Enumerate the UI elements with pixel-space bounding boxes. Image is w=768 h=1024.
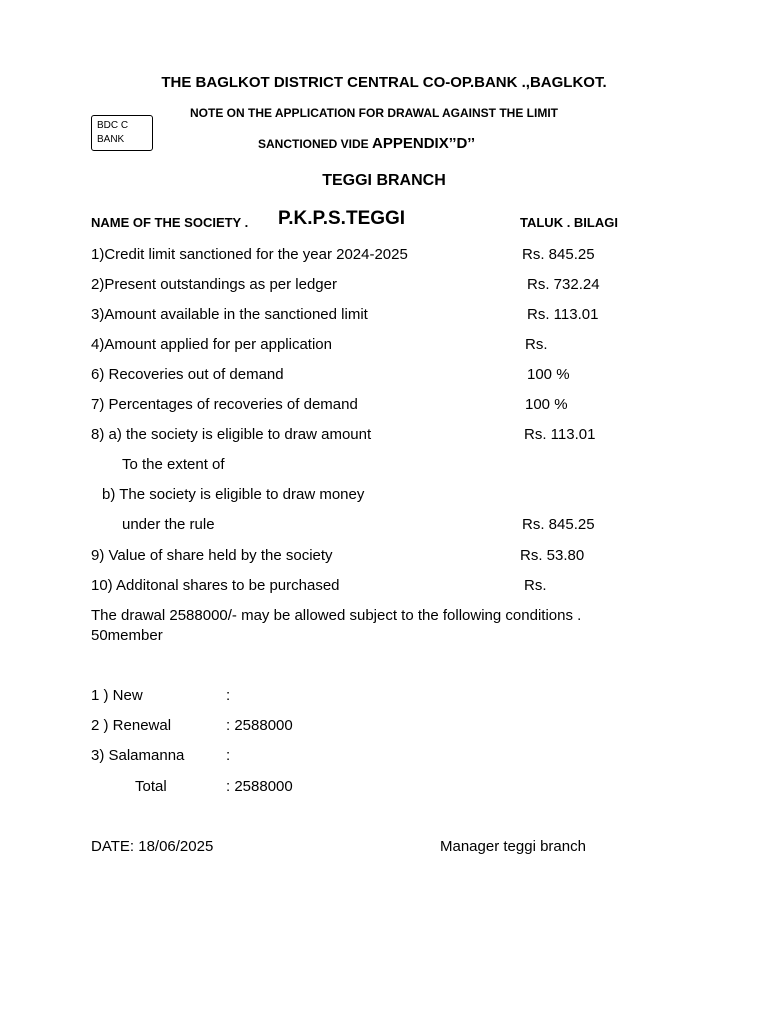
drawal-line-1: The drawal 2588000/- may be allowed subject to the following conditions . [91, 607, 582, 624]
item-value: Rs. 53.80 [520, 547, 585, 564]
item-label: b) The society is eligible to draw money [102, 486, 365, 503]
branch-title: TEGGI BRANCH [322, 172, 446, 189]
drawal-line-2: 50member [91, 627, 163, 644]
stamp-line-1: BDC C [97, 120, 129, 131]
item-value: 100 % [525, 396, 568, 413]
item-label: 8) a) the society is eligible to draw amount [91, 426, 372, 443]
item-label: 4)Amount applied for per application [91, 336, 332, 353]
bank-stamp [91, 115, 153, 151]
note-line-2-prefix: SANCTIONED VIDE [258, 137, 373, 151]
breakdown-label: 3) Salamanna [91, 747, 185, 764]
item-value: Rs. 845.25 [522, 516, 595, 533]
item-label: To the extent of [122, 456, 225, 473]
item-value: Rs. 845.25 [522, 246, 595, 263]
item-label: 2)Present outstandings as per ledger [91, 276, 337, 293]
society-name: P.K.P.S.TEGGI [278, 208, 406, 229]
breakdown-label: 2 ) Renewal [91, 717, 172, 734]
taluk: TALUK . BILAGI [520, 215, 618, 230]
breakdown-value: : 2588000 [226, 717, 293, 734]
item-value: 100 % [527, 366, 570, 383]
breakdown-label: 1 ) New [91, 687, 143, 704]
item-label: 3)Amount available in the sanctioned limit [91, 306, 368, 323]
note-line-1: NOTE ON THE APPLICATION FOR DRAWAL AGAINST THE LIMIT [190, 106, 558, 120]
item-value: Rs. [524, 577, 547, 594]
item-value: Rs. 113.01 [524, 426, 596, 443]
item-value: Rs. 732.24 [527, 276, 600, 293]
date: DATE: 18/06/2025 [91, 838, 214, 855]
breakdown-value: : [226, 747, 231, 764]
item-label: 9) Value of share held by the society [91, 547, 333, 564]
item-value: Rs. [525, 336, 548, 353]
stamp-line-2: BANK [97, 134, 125, 145]
appendix-label: APPENDIX’’D’’ [372, 135, 476, 152]
item-label: 6) Recoveries out of demand [91, 366, 284, 383]
item-label: under the rule [122, 516, 215, 533]
item-label: 7) Percentages of recoveries of demand [91, 396, 358, 413]
bank-name: THE BAGLKOT DISTRICT CENTRAL CO-OP.BANK .,BAGLKOT. [161, 74, 607, 91]
breakdown-value: : [226, 687, 231, 704]
signatory: Manager teggi branch [440, 838, 586, 855]
item-label: 10) Additonal shares to be purchased [91, 577, 340, 594]
item-label: 1)Credit limit sanctioned for the year 2024-2025 [91, 246, 408, 263]
breakdown-total-value: : 2588000 [226, 778, 293, 795]
item-value: Rs. 113.01 [527, 306, 599, 323]
society-label: NAME OF THE SOCIETY . [91, 215, 249, 230]
note-line-2 [258, 135, 475, 153]
breakdown-total-label: Total [135, 778, 167, 795]
